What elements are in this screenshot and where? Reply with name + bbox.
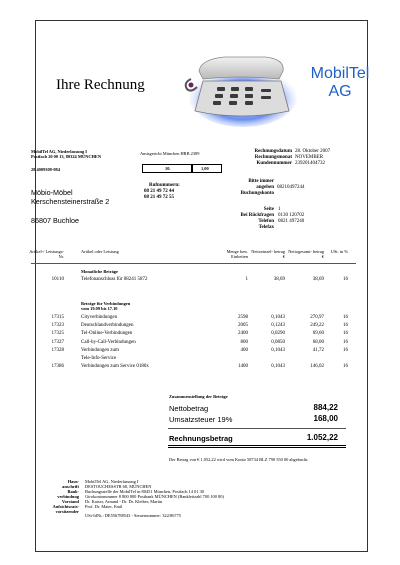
row-description: Tele-Info-Service: [81, 356, 117, 361]
footer-line: MobilTel AG, Niederlassung I: [85, 479, 139, 484]
row-description: Tel-Online-Verbindungen: [81, 331, 133, 337]
court-register: Amtsgericht München HRB 2389: [140, 151, 200, 156]
row-total-price: 41,72: [312, 347, 324, 353]
footer-line: DESTOUCHESSTR 68, MÜNCHEN: [85, 484, 152, 489]
sender-address: [31, 149, 101, 159]
meta-value: 28. Oktober 2007: [295, 149, 331, 154]
row-quantity: 2598: [238, 315, 248, 320]
recipient-city: 86807 Buchloe: [31, 216, 79, 225]
col-header-ust: USt. in %: [330, 249, 348, 254]
total-label: Rechnungsbetrag: [169, 434, 233, 443]
row-item-number: 17328: [51, 347, 64, 353]
section-title-line: Beträge für Verbindungen: [81, 301, 131, 306]
phone-number: 08 21 49 72 55: [144, 195, 174, 200]
account-label: Buchungskonto: [240, 191, 274, 196]
meta-label: Rechnungsmonat: [254, 155, 292, 160]
contact-value: 0130 120702: [278, 213, 305, 218]
invoice-page: [29, 20, 370, 552]
row-vat: 16: [343, 339, 348, 345]
debit-note: Der Betrag von € 1.052,22 wird vom Konto 58734 BLZ 790 550 00 abgebucht.: [169, 457, 309, 462]
meta-label: Rechnungsdatum: [254, 149, 292, 154]
row-item-number: 17325: [51, 331, 64, 337]
row-description: Deutschlandverbindungen: [81, 323, 134, 329]
sender-line: MobilTel AG, Niederlassung I: [31, 149, 87, 154]
summary-title: Zusammenstellung der Beträge: [169, 394, 228, 399]
row-vat: 16: [343, 347, 348, 353]
row-item-number: 17386: [51, 364, 64, 370]
row-total-price: 38,69: [312, 277, 324, 282]
row-item-number: 17323: [51, 323, 64, 329]
footer-label: Aufsichtsrats-: [52, 504, 79, 509]
row-unit-price: 0,1043: [271, 347, 285, 353]
row-total-price: 270,97: [310, 315, 324, 320]
row-item-number: 10110: [51, 277, 64, 282]
col-header-leistung: Artikel oder Leistung: [81, 249, 119, 254]
meta-value: NOVEMBER: [295, 155, 324, 160]
recipient-name: Möbio-Möbel: [31, 188, 73, 197]
col-header-gesamt: Nettogesamt- betrag €: [288, 249, 324, 259]
reference-box-a: [142, 164, 192, 173]
footer-line: Girokontonummer 8 800 800 Postbank MÜNCHEN (Bankleitzahl 700 100 80): [85, 494, 224, 499]
total-value: 1.052,22: [306, 433, 338, 442]
footer-line: USt-IdNr.: DE556788543 - Steuernummer: 322/86775: [85, 513, 181, 518]
row-item-number: 17315: [51, 315, 64, 320]
row-quantity: 400: [240, 347, 248, 353]
account-hint: Bitte immer: [248, 179, 274, 184]
summary-divider: [168, 428, 346, 429]
phone-label: Rufnummern:: [149, 183, 180, 188]
contact-value: 0821 497240: [278, 219, 305, 224]
brand-suffix: AG: [328, 83, 352, 100]
row-item-number: 17327: [51, 339, 64, 345]
row-vat: 16: [343, 331, 348, 337]
section-title-line: vom 19.09 bis 17.10: [81, 306, 118, 311]
account-hint: angeben: [256, 185, 274, 190]
account-number: 08210497244: [277, 185, 305, 190]
row-unit-price: 0,0290: [271, 331, 285, 337]
total-underline-2: [168, 447, 346, 448]
row-total-price: 69,60: [312, 331, 324, 337]
invoice-meta-values: [295, 149, 330, 167]
footer-label: anschrift: [62, 484, 79, 489]
meta-label: Kundennummer: [256, 161, 292, 166]
footer-label: Vorstand: [61, 499, 79, 504]
row-unit-price: 0,1043: [271, 315, 285, 320]
col-header-menge: Menge bzw. Einheiten: [226, 249, 248, 259]
footer-details: [85, 479, 224, 518]
brand-logo: [304, 65, 376, 101]
sender-line: Postfach 20 00 13, 80324 MÜNCHEN: [31, 154, 102, 159]
contact-label: Bei Rückfragen: [240, 213, 274, 218]
header-divider: [31, 263, 356, 264]
row-unit-price: 0,0850: [271, 339, 285, 345]
contact-value: 1: [278, 207, 281, 212]
recipient-street: Kerschensteinerstraße 2: [31, 197, 110, 206]
reference-box-a-value: 10.: [165, 166, 171, 171]
row-quantity: 1: [245, 277, 248, 282]
row-quantity: 2400: [238, 331, 248, 337]
footer-label: Haus-: [67, 479, 79, 484]
brand-name: MobilTel: [310, 65, 370, 82]
row-description: Verbindungen zum Service 0180x: [81, 364, 149, 370]
footer-line: Prof. Dr. Maier, Emil: [85, 504, 123, 509]
vat-value: 168,00: [313, 414, 338, 423]
row-vat: 16: [343, 315, 348, 320]
footer-line: Buchungsstelle der MobilTel in 80451 München, Postfach 14 01 30: [85, 489, 204, 494]
net-value: 884,22: [313, 403, 338, 412]
row-description: Telefonanschluss für 08241 5872: [81, 277, 148, 282]
col-header-einzel: Nettoeinzel- betrag €: [251, 249, 285, 259]
reference-box-b-value: 1,00: [201, 166, 209, 171]
account-labels: [202, 179, 274, 197]
footer-line: Dr. Kaiser, Arnund - Dr. Dr. Kleiber, Martin: [85, 499, 163, 504]
row-quantity: 1400: [238, 364, 248, 370]
row-vat: 16: [343, 364, 348, 370]
row-description: Call-by-Call-Verbindungen: [81, 339, 136, 345]
footer-label: Bank-: [67, 489, 79, 494]
contact-labels: [202, 207, 274, 231]
col-header-artikel: Artikel-/ Leistungs-Nr.: [29, 249, 64, 259]
reference-number: 28 4009308-084: [31, 167, 60, 172]
row-vat: 16: [343, 323, 348, 329]
contact-label: Seite: [263, 207, 274, 212]
telephone-image: [181, 49, 299, 131]
recipient-address: [31, 188, 109, 206]
section-title-monthly: Monatliche Beträge: [81, 269, 118, 274]
net-label: Nettobetrag: [169, 404, 209, 413]
page-title: Ihre Rechnung: [56, 77, 145, 93]
footer-label: vorsitzender: [55, 509, 79, 514]
row-quantity: 800: [240, 339, 248, 345]
meta-value: 239201404732: [295, 161, 325, 166]
row-total-price: 146,02: [310, 364, 324, 370]
contact-values: [278, 207, 304, 225]
contact-label: Telefon: [258, 219, 274, 224]
row-unit-price: 0,1043: [271, 364, 285, 370]
vat-label: Umsatzsteuer 19%: [169, 415, 233, 424]
row-vat: 16: [343, 277, 348, 282]
reference-box-b: [192, 164, 222, 173]
row-unit-price: 0,1243: [271, 323, 285, 329]
row-description: Verbindungen zum: [81, 347, 119, 353]
row-total-price: 68,00: [312, 339, 324, 345]
footer-labels: [31, 479, 79, 514]
phone-numbers: [144, 183, 180, 201]
row-unit-price: 38,69: [273, 277, 285, 282]
phone-number: 08 21 49 72 44: [144, 189, 174, 194]
row-total-price: 249,22: [310, 323, 324, 329]
row-quantity: 2005: [238, 323, 248, 329]
row-description: Cityverbindungen: [81, 315, 118, 320]
section-title-connections: [81, 301, 130, 311]
total-underline-1: [168, 445, 346, 446]
footer-label: verbindung: [57, 494, 79, 499]
contact-label: Telefax: [258, 225, 274, 230]
